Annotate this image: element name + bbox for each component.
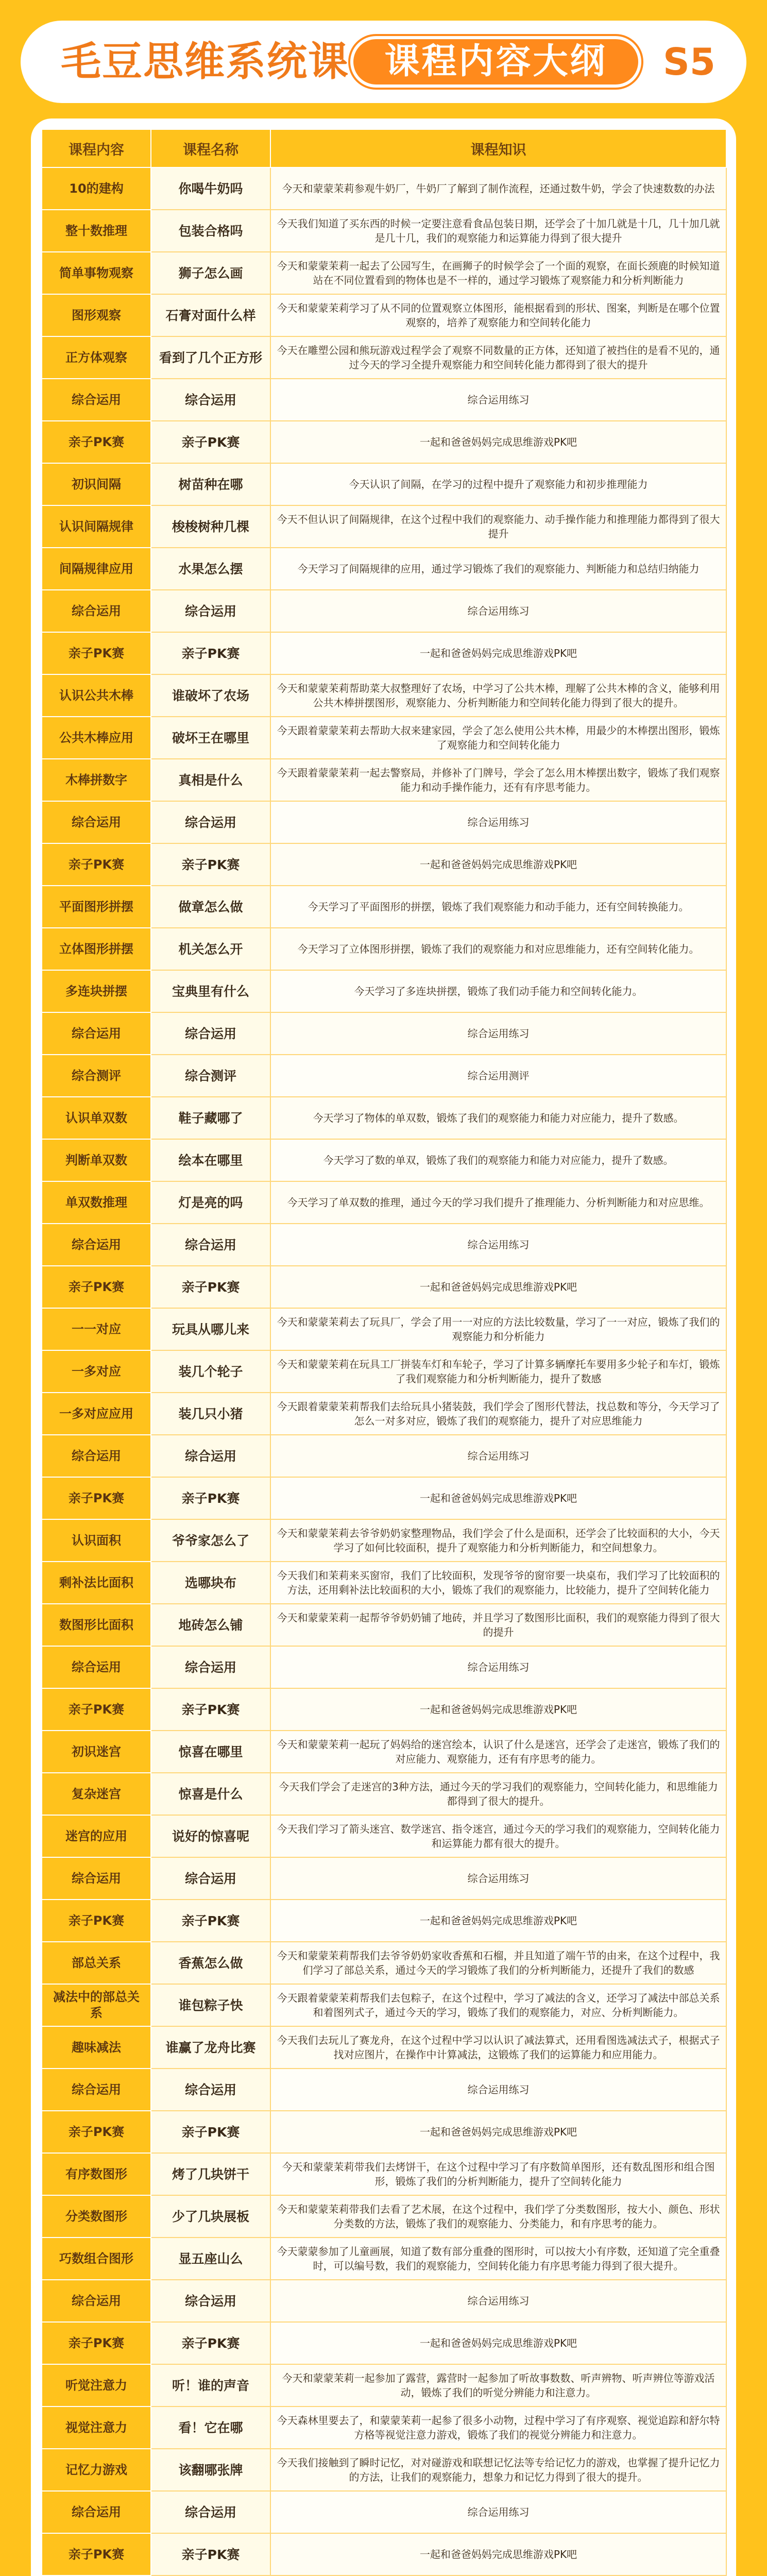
table-row — [42, 548, 726, 590]
course-category-cell: 公共木棒应用 — [42, 717, 151, 759]
course-category-cell: 复杂迷宫 — [42, 1773, 151, 1815]
table-row — [42, 336, 726, 379]
course-knowledge-cell: 今天学习了数的单双，锻炼了我们的观察能力和能力对应能力，提升了数感。 — [270, 1139, 726, 1181]
table-row — [42, 1519, 726, 1562]
table-row — [42, 1181, 726, 1224]
course-category-cell: 认识单双数 — [42, 1097, 151, 1139]
course-category-cell: 迷宫的应用 — [42, 1815, 151, 1857]
table-row — [42, 2153, 726, 2195]
course-category-cell: 趣味减法 — [42, 2026, 151, 2069]
course-name-cell: 惊喜在哪里 — [151, 1731, 270, 1773]
course-category-cell: 亲子PK赛 — [42, 2533, 151, 2575]
course-name-cell: 亲子PK赛 — [151, 2533, 270, 2575]
table-row — [42, 1688, 726, 1731]
brand-title: 毛豆思维系统课 — [61, 39, 350, 85]
course-name-cell: 综合运用 — [151, 1857, 270, 1900]
course-category-cell: 综合运用 — [42, 801, 151, 843]
course-name-cell: 综合运用 — [151, 1224, 270, 1266]
course-knowledge-cell: 今天学习了立体图形拼摆，锻炼了我们的观察能力和对应思维能力，还有空间转化能力。 — [270, 928, 726, 970]
table-row — [42, 1224, 726, 1266]
course-knowledge-cell: 今天学习了间隔规律的应用，通过学习锻炼了我们的观察能力、判断能力和总结归纳能力 — [270, 548, 726, 590]
course-category-cell: 一多对应应用 — [42, 1393, 151, 1435]
course-category-cell: 一一对应 — [42, 1308, 151, 1350]
course-knowledge-cell: 今天和蒙蒙茉莉去爷爷奶奶家整理物品，我们学会了什么是面积，还学会了比较面积的大小，今天学习了如何比较面积，提升了观察能力和分析判断能力，和空间想象力。 — [270, 1519, 726, 1562]
course-knowledge-cell: 综合运用练习 — [270, 1857, 726, 1900]
course-name-cell: 综合运用 — [151, 801, 270, 843]
course-category-cell: 图形观察 — [42, 294, 151, 336]
course-name-cell: 香蕉怎么做 — [151, 1942, 270, 1984]
course-name-cell: 绘本在哪里 — [151, 1139, 270, 1181]
course-category-cell: 记忆力游戏 — [42, 2449, 151, 2491]
course-name-cell: 谁赢了龙舟比赛 — [151, 2026, 270, 2069]
course-name-cell: 惊喜是什么 — [151, 1773, 270, 1815]
course-name-cell: 谁破坏了农场 — [151, 674, 270, 717]
course-knowledge-cell: 今天跟着蒙蒙茉莉帮我们去给玩具小猪装鼓，我们学会了图形代替法，找总数和等分，今天学习了怎么一对多对应，锻炼了我们的观察能力，提升了对应思维能力 — [270, 1393, 726, 1435]
course-category-cell: 分类数图形 — [42, 2195, 151, 2238]
table-row — [42, 1308, 726, 1350]
course-name-cell: 说好的惊喜呢 — [151, 1815, 270, 1857]
course-name-cell: 综合运用 — [151, 590, 270, 632]
table-row — [42, 1266, 726, 1308]
course-knowledge-cell: 今天学习了平面图形的拼摆，锻炼了我们观察能力和动手能力，还有空间转换能力。 — [270, 886, 726, 928]
table-row — [42, 1393, 726, 1435]
course-category-cell: 一多对应 — [42, 1350, 151, 1393]
course-knowledge-cell: 今天和蒙蒙茉莉在玩具工厂拼装车灯和车轮子，学习了计算多辆摩托车要用多少轮子和车灯，锻炼了我们观察能力和分析判断能力，提升了数感 — [270, 1350, 726, 1393]
table-row — [42, 843, 726, 886]
column-header-content: 课程内容 — [42, 129, 151, 167]
column-header-name: 课程名称 — [151, 129, 270, 167]
table-row — [42, 1477, 726, 1519]
course-name-cell: 爷爷家怎么了 — [151, 1519, 270, 1562]
course-name-cell: 亲子PK赛 — [151, 2322, 270, 2364]
course-category-cell: 认识面积 — [42, 1519, 151, 1562]
course-knowledge-cell: 综合运用练习 — [270, 1012, 726, 1055]
course-name-cell: 亲子PK赛 — [151, 1266, 270, 1308]
course-name-cell: 亲子PK赛 — [151, 632, 270, 674]
course-knowledge-cell: 今天我们学会了走迷宫的3种方法，通过今天的学习我们的观察能力，空间转化能力，和思维能力都得到了很大的提升。 — [270, 1773, 726, 1815]
course-category-cell: 亲子PK赛 — [42, 421, 151, 463]
table-row — [42, 1731, 726, 1773]
table-row — [42, 2280, 726, 2322]
course-knowledge-cell: 今天我们和茉莉来买窗帘，我们了比较面积，发现爷爷的窗帘要一块桌布，我们学习了比较面积的方法，还用剩补法比较面积的大小，锻炼了我们的观察能力，比较能力，提升了空间转化能力 — [270, 1562, 726, 1604]
table-row — [42, 421, 726, 463]
course-category-cell: 综合运用 — [42, 2491, 151, 2533]
table-row — [42, 1815, 726, 1857]
table-row — [42, 1435, 726, 1477]
outline-card — [31, 118, 736, 2576]
course-knowledge-cell: 一起和爸爸妈妈完成思维游戏PK吧 — [270, 2322, 726, 2364]
course-name-cell: 破坏王在哪里 — [151, 717, 270, 759]
course-category-cell: 数图形比面积 — [42, 1604, 151, 1646]
course-name-cell: 地砖怎么铺 — [151, 1604, 270, 1646]
course-knowledge-cell: 今天跟着蒙蒙茉莉帮我们去包粽子，在这个过程中，学习了减法的含义，还学习了减法中部总关系和着图列式子，通过今天的学习，锻炼了我们的观察能力，对应、分析判断能力。 — [270, 1984, 726, 2026]
course-knowledge-cell: 综合运用测评 — [270, 1055, 726, 1097]
course-knowledge-cell: 今天不但认识了间隔规律，在这个过程中我们的观察能力、动手操作能力和推理能力都得到了很大提升 — [270, 505, 726, 548]
course-category-cell: 剩补法比面积 — [42, 1562, 151, 1604]
course-knowledge-cell: 今天我们知道了买东西的时候一定要注意看食品包装日期，还学会了十加几就是十几，几十加几就是几十几，我们的观察能力和运算能力得到了很大提升 — [270, 210, 726, 252]
course-name-cell: 看到了几个正方形 — [151, 336, 270, 379]
course-name-cell: 装几只小猪 — [151, 1393, 270, 1435]
course-name-cell: 显五座山么 — [151, 2238, 270, 2280]
header-banner — [21, 21, 746, 103]
course-category-cell: 初识间隔 — [42, 463, 151, 505]
course-knowledge-cell: 今天和蒙蒙茉莉学习了从不同的位置观察立体图形，能根据看到的形状、图案，判断是在哪个位置观察的，培养了观察能力和空间转化能力 — [270, 294, 726, 336]
table-row — [42, 2026, 726, 2069]
course-name-cell: 谁包粽子快 — [151, 1984, 270, 2026]
table-row — [42, 2111, 726, 2153]
course-knowledge-cell: 今天和蒙蒙茉莉带我们去烤饼干，在这个过程中学习了有序数简单图形，还有数乱图形和组合图形，锻炼了我们的分析判断能力，提升了空间转化能力 — [270, 2153, 726, 2195]
course-name-cell: 狮子怎么画 — [151, 252, 270, 294]
table-body — [42, 167, 726, 2576]
course-name-cell: 综合运用 — [151, 1435, 270, 1477]
course-name-cell: 综合运用 — [151, 379, 270, 421]
course-category-cell: 综合运用 — [42, 590, 151, 632]
table-row — [42, 505, 726, 548]
course-category-cell: 单双数推理 — [42, 1181, 151, 1224]
table-row — [42, 463, 726, 505]
course-category-cell: 正方体观察 — [42, 336, 151, 379]
table-row — [42, 1942, 726, 1984]
course-category-cell: 综合测评 — [42, 1055, 151, 1097]
course-knowledge-cell: 今天和蒙蒙茉莉一起去了公园写生，在画狮子的时候学会了一个面的观察，在面长颈鹿的时候知道站在不同位置看到的物体也是不一样的，通过学习锻炼了观察能力和分析判断能力 — [270, 252, 726, 294]
table-row — [42, 1012, 726, 1055]
course-knowledge-cell: 一起和爸爸妈妈完成思维游戏PK吧 — [270, 2533, 726, 2575]
course-category-cell: 综合运用 — [42, 1224, 151, 1266]
table-row — [42, 2533, 726, 2575]
course-knowledge-cell: 综合运用练习 — [270, 2491, 726, 2533]
table-row — [42, 759, 726, 801]
course-name-cell: 听！谁的声音 — [151, 2364, 270, 2406]
course-name-cell: 综合运用 — [151, 2069, 270, 2111]
table-row — [42, 1139, 726, 1181]
course-outline-table — [41, 129, 727, 2576]
course-name-cell: 树苗种在哪 — [151, 463, 270, 505]
course-name-cell: 做章怎么做 — [151, 886, 270, 928]
table-header-row — [42, 129, 726, 167]
course-category-cell: 减法中的部总关系 — [42, 1984, 151, 2026]
table-row — [42, 632, 726, 674]
course-knowledge-cell: 今天和蒙蒙茉莉帮助菜大叔整理好了农场，中学习了公共木棒，理解了公共木棒的含义，能够利用公共木棒拼摆图形，观察能力、分析判断能力和空间转化能力得到了很大的提升。 — [270, 674, 726, 717]
table-row — [42, 928, 726, 970]
course-name-cell: 亲子PK赛 — [151, 2111, 270, 2153]
table-row — [42, 1562, 726, 1604]
table-row — [42, 2238, 726, 2280]
course-name-cell: 亲子PK赛 — [151, 1900, 270, 1942]
course-name-cell: 综合运用 — [151, 2280, 270, 2322]
course-category-cell: 认识间隔规律 — [42, 505, 151, 548]
table-row — [42, 210, 726, 252]
course-knowledge-cell: 今天我们接触到了瞬时记忆，对对碰游戏和联想记忆法等专给记忆力的游戏，也掌握了提升记忆力的方法，让我们的观察能力，想象力和记忆力得到了很大的提升。 — [270, 2449, 726, 2491]
table-row — [42, 1350, 726, 1393]
table-row — [42, 1773, 726, 1815]
course-category-cell: 综合运用 — [42, 1857, 151, 1900]
course-knowledge-cell: 一起和爸爸妈妈完成思维游戏PK吧 — [270, 1900, 726, 1942]
course-knowledge-cell: 综合运用练习 — [270, 1435, 726, 1477]
table-row — [42, 2406, 726, 2449]
table-row — [42, 1857, 726, 1900]
course-knowledge-cell: 综合运用练习 — [270, 1224, 726, 1266]
course-category-cell: 亲子PK赛 — [42, 2111, 151, 2153]
course-category-cell: 部总关系 — [42, 1942, 151, 1984]
course-category-cell: 亲子PK赛 — [42, 1266, 151, 1308]
course-name-cell: 你喝牛奶吗 — [151, 167, 270, 210]
course-name-cell: 石膏对面什么样 — [151, 294, 270, 336]
table-row — [42, 590, 726, 632]
course-name-cell: 真相是什么 — [151, 759, 270, 801]
course-knowledge-cell: 今天蒙蒙参加了儿童画展，知道了数有部分重叠的图形时，可以按大小有序数，还知道了完全重叠时，可以编号数，我们的观察能力，空间转化能力有序思考能力得到了很大提升。 — [270, 2238, 726, 2280]
course-category-cell: 判断单双数 — [42, 1139, 151, 1181]
course-name-cell: 装几个轮子 — [151, 1350, 270, 1393]
course-knowledge-cell: 一起和爸爸妈妈完成思维游戏PK吧 — [270, 1688, 726, 1731]
course-category-cell: 简单事物观察 — [42, 252, 151, 294]
course-category-cell: 综合运用 — [42, 379, 151, 421]
course-name-cell: 梭梭树种几棵 — [151, 505, 270, 548]
course-category-cell: 有序数图形 — [42, 2153, 151, 2195]
course-name-cell: 机关怎么开 — [151, 928, 270, 970]
table-row — [42, 2491, 726, 2533]
course-name-cell: 亲子PK赛 — [151, 843, 270, 886]
course-category-cell: 听觉注意力 — [42, 2364, 151, 2406]
course-knowledge-cell: 今天在雕塑公园和熊玩游戏过程学会了观察不同数量的正方体，还知道了被挡住的是看不见的，通过今天的学习全提升观察能力和空间转化能力都得到了很大的提升 — [270, 336, 726, 379]
course-knowledge-cell: 综合运用练习 — [270, 2280, 726, 2322]
course-knowledge-cell: 今天和蒙蒙茉莉带我们去看了艺术展，在这个过程中，我们学了分类数图形，按大小、颜色、形状分类数的方法，锻炼了我们的观察能力、分类能力，和有序思考的能力。 — [270, 2195, 726, 2238]
course-knowledge-cell: 今天学习了单双数的推理，通过今天的学习我们提升了推理能力、分析判断能力和对应思维。 — [270, 1181, 726, 1224]
table-row — [42, 970, 726, 1012]
course-category-cell: 认识公共木棒 — [42, 674, 151, 717]
course-category-cell: 亲子PK赛 — [42, 1477, 151, 1519]
table-row — [42, 2364, 726, 2406]
course-name-cell: 选哪块布 — [151, 1562, 270, 1604]
table-row — [42, 2069, 726, 2111]
course-knowledge-cell: 今天和蒙蒙茉莉一起参加了露营，露营时一起参加了听故事数数、听声辨物、听声辨位等游戏活动，锻炼了我们的听觉分辨能力和注意力。 — [270, 2364, 726, 2406]
level-label: S5 — [663, 40, 715, 83]
course-category-cell: 综合运用 — [42, 1435, 151, 1477]
course-category-cell: 亲子PK赛 — [42, 632, 151, 674]
course-category-cell: 亲子PK赛 — [42, 1688, 151, 1731]
course-name-cell: 灯是亮的吗 — [151, 1181, 270, 1224]
table-row — [42, 886, 726, 928]
table-row — [42, 1900, 726, 1942]
course-knowledge-cell: 今天和蒙蒙茉莉去了玩具厂，学会了用一一对应的方法比较数量，学习了一一对应，锻炼了我们的观察能力和分析能力 — [270, 1308, 726, 1350]
course-name-cell: 少了几块展板 — [151, 2195, 270, 2238]
course-name-cell: 该翻哪张牌 — [151, 2449, 270, 2491]
course-name-cell: 宝典里有什么 — [151, 970, 270, 1012]
course-category-cell: 视觉注意力 — [42, 2406, 151, 2449]
course-knowledge-cell: 综合运用练习 — [270, 1646, 726, 1688]
course-name-cell: 综合运用 — [151, 1646, 270, 1688]
course-name-cell: 亲子PK赛 — [151, 1477, 270, 1519]
course-knowledge-cell: 今天认识了间隔，在学习的过程中提升了观察能力和初步推理能力 — [270, 463, 726, 505]
course-name-cell: 亲子PK赛 — [151, 421, 270, 463]
course-knowledge-cell: 今天我们学习了箭头迷宫、数学迷宫、指令迷宫，通过今天的学习我们的观察能力，空间转化能力和运算能力都有很大的提升。 — [270, 1815, 726, 1857]
table-row — [42, 252, 726, 294]
course-knowledge-cell: 综合运用练习 — [270, 2069, 726, 2111]
course-knowledge-cell: 今天和蒙蒙茉莉参观牛奶厂，牛奶厂了解到了制作流程，还通过数牛奶，学会了快速数数的办法 — [270, 167, 726, 210]
table-row — [42, 1604, 726, 1646]
course-category-cell: 初识迷宫 — [42, 1731, 151, 1773]
course-knowledge-cell: 一起和爸爸妈妈完成思维游戏PK吧 — [270, 843, 726, 886]
course-knowledge-cell: 综合运用练习 — [270, 801, 726, 843]
course-category-cell: 间隔规律应用 — [42, 548, 151, 590]
course-category-cell: 综合运用 — [42, 2069, 151, 2111]
column-header-knowledge: 课程知识 — [270, 129, 726, 167]
table-row — [42, 294, 726, 336]
table-row — [42, 1097, 726, 1139]
course-knowledge-cell: 一起和爸爸妈妈完成思维游戏PK吧 — [270, 2111, 726, 2153]
course-knowledge-cell: 一起和爸爸妈妈完成思维游戏PK吧 — [270, 421, 726, 463]
table-row — [42, 1984, 726, 2026]
table-row — [42, 167, 726, 210]
course-category-cell: 综合运用 — [42, 1012, 151, 1055]
course-name-cell: 看！它在哪 — [151, 2406, 270, 2449]
course-name-cell: 综合测评 — [151, 1055, 270, 1097]
table-row — [42, 1646, 726, 1688]
course-name-cell: 烤了几块饼干 — [151, 2153, 270, 2195]
table-row — [42, 1055, 726, 1097]
course-knowledge-cell: 今天和蒙蒙茉莉帮我们去爷爷奶奶家收香蕉和石榴，并且知道了端午节的由来，在这个过程中，我们学习了部总关系，通过今天的学习锻炼了我们的分析判断能力，还提升了我们的数感 — [270, 1942, 726, 1984]
course-knowledge-cell: 今天森林里要去了，和蒙蒙茉莉一起参了很多小动物，过程中学习了有序观察、视觉追踪和舒尔特方格等视觉注意力游戏，锻炼了我们的视觉分辨能力和注意力。 — [270, 2406, 726, 2449]
course-category-cell: 整十数推理 — [42, 210, 151, 252]
course-category-cell: 综合运用 — [42, 2280, 151, 2322]
course-name-cell: 水果怎么摆 — [151, 548, 270, 590]
course-name-cell: 亲子PK赛 — [151, 1688, 270, 1731]
course-name-cell: 鞋子藏哪了 — [151, 1097, 270, 1139]
course-name-cell: 综合运用 — [151, 2491, 270, 2533]
course-knowledge-cell: 一起和爸爸妈妈完成思维游戏PK吧 — [270, 1477, 726, 1519]
table-row — [42, 2449, 726, 2491]
course-knowledge-cell: 今天我们去玩儿了赛龙舟，在这个过程中学习以认识了减法算式，还用看图选减法式子，根据式子找对应图片，在操作中计算减法，这锻炼了我们的运算能力和应用能力。 — [270, 2026, 726, 2069]
table-row — [42, 674, 726, 717]
course-category-cell: 木棒拼数字 — [42, 759, 151, 801]
table-row — [42, 801, 726, 843]
course-knowledge-cell: 今天和蒙蒙茉莉一起玩了妈妈给的迷宫绘本，认识了什么是迷宫，还学会了走迷宫，锻炼了我们的对应能力、观察能力，还有有序思考的能力。 — [270, 1731, 726, 1773]
course-category-cell: 平面图形拼摆 — [42, 886, 151, 928]
course-knowledge-cell: 今天学习了物体的单双数，锻炼了我们的观察能力和能力对应能力，提升了数感。 — [270, 1097, 726, 1139]
course-knowledge-cell: 今天学习了多连块拼摆，锻炼了我们动手能力和空间转化能力。 — [270, 970, 726, 1012]
course-category-cell: 亲子PK赛 — [42, 1900, 151, 1942]
table-row — [42, 2195, 726, 2238]
course-category-cell: 多连块拼摆 — [42, 970, 151, 1012]
course-knowledge-cell: 今天跟着蒙蒙茉莉去帮助大叔来建家园，学会了怎么使用公共木棒，用最少的木棒摆出图形，锻炼了观察能力和空间转化能力 — [270, 717, 726, 759]
course-name-cell: 综合运用 — [151, 1012, 270, 1055]
table-row — [42, 2322, 726, 2364]
course-knowledge-cell: 综合运用练习 — [270, 379, 726, 421]
course-category-cell: 亲子PK赛 — [42, 843, 151, 886]
course-knowledge-cell: 今天和蒙蒙茉莉一起帮爷爷奶奶铺了地砖，并且学习了数图形比面积，我们的观察能力得到了很大的提升 — [270, 1604, 726, 1646]
course-knowledge-cell: 一起和爸爸妈妈完成思维游戏PK吧 — [270, 632, 726, 674]
table-row — [42, 717, 726, 759]
course-category-cell: 立体图形拼摆 — [42, 928, 151, 970]
course-knowledge-cell: 今天跟着蒙蒙茉莉一起去警察局，并修补了门牌号，学会了怎么用木棒摆出数字，锻炼了我们观察能力和动手操作能力，还有有序思考能力。 — [270, 759, 726, 801]
course-category-cell: 10的建构 — [42, 167, 151, 210]
outline-title-pill: 课程内容大纲 — [350, 36, 641, 88]
course-category-cell: 巧数组合图形 — [42, 2238, 151, 2280]
course-category-cell: 亲子PK赛 — [42, 2322, 151, 2364]
course-name-cell: 包装合格吗 — [151, 210, 270, 252]
table-row — [42, 379, 726, 421]
course-name-cell: 玩具从哪儿来 — [151, 1308, 270, 1350]
course-knowledge-cell: 一起和爸爸妈妈完成思维游戏PK吧 — [270, 1266, 726, 1308]
course-category-cell: 综合运用 — [42, 1646, 151, 1688]
course-knowledge-cell: 综合运用练习 — [270, 590, 726, 632]
